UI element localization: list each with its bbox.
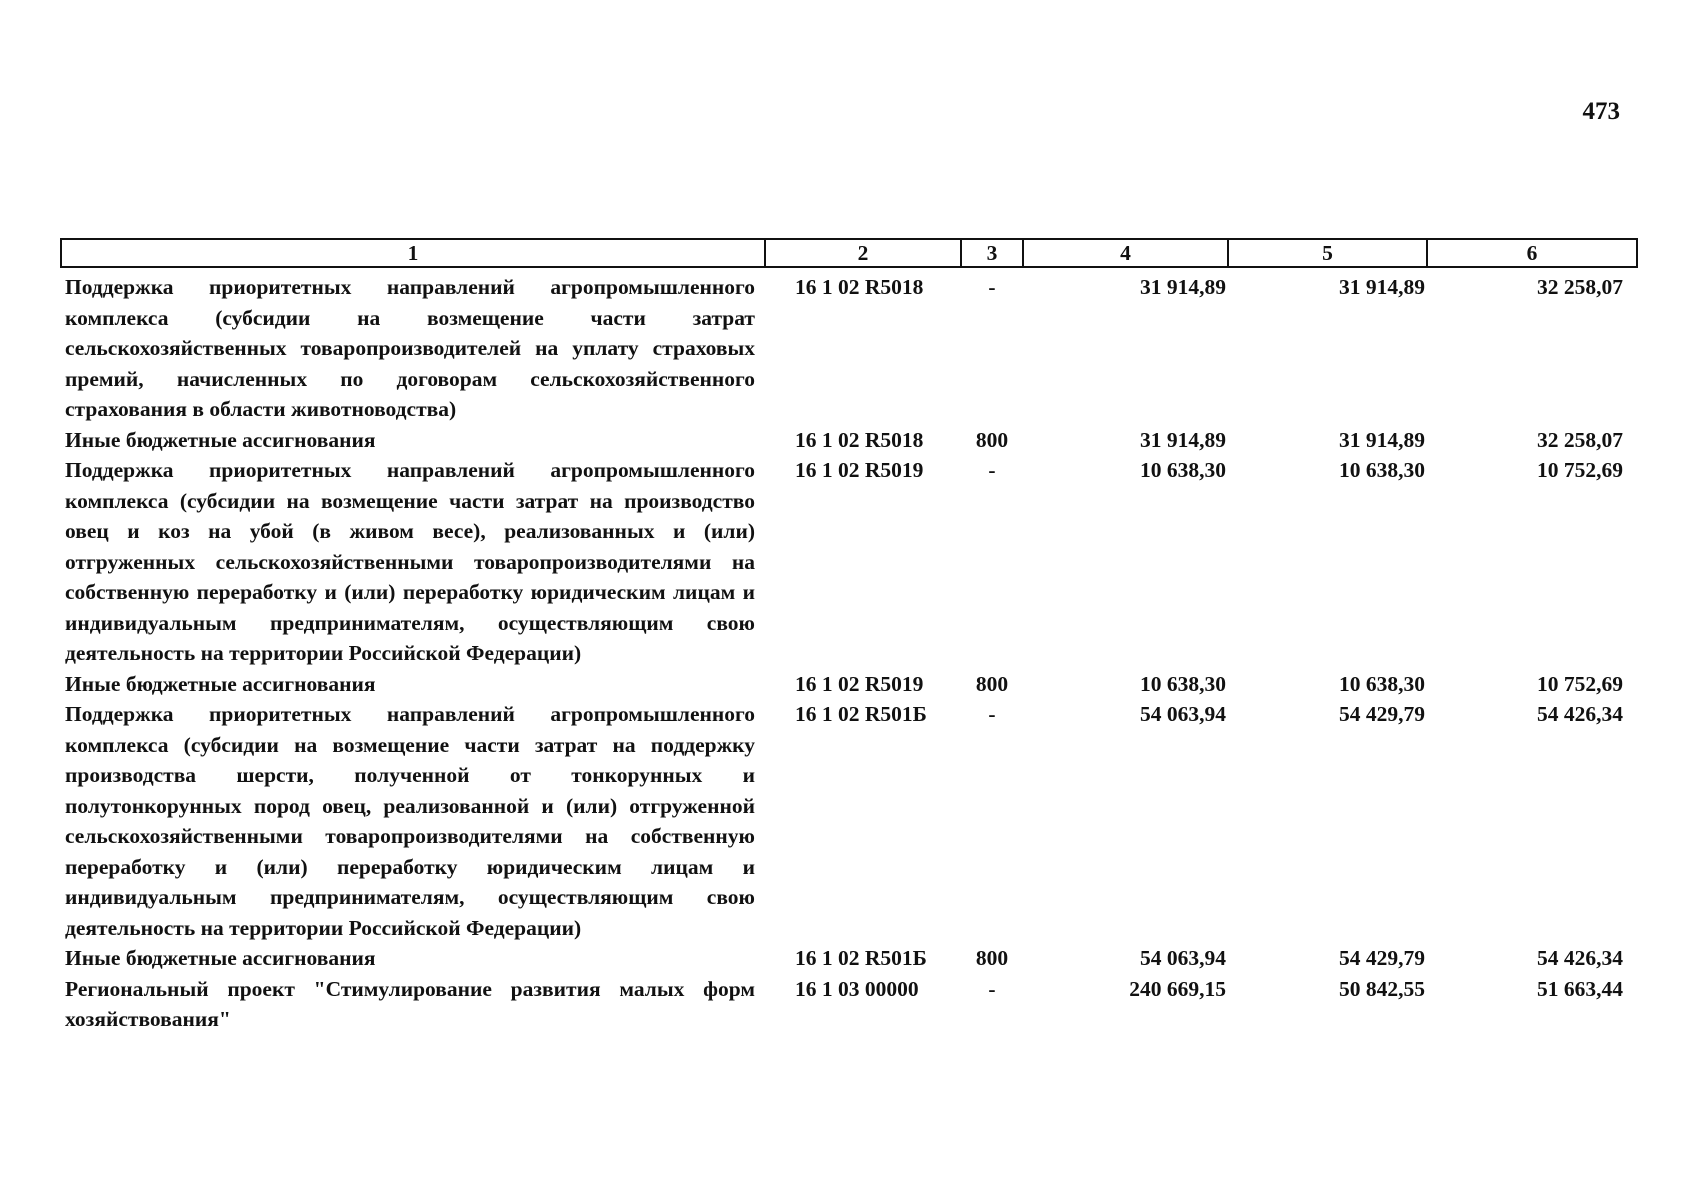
table-row [61, 425, 1637, 456]
row-code: 16 1 03 00000 [795, 976, 919, 1001]
row-value-3: 10 752,69 [1537, 671, 1623, 696]
row-value-1: 240 669,15 [1129, 976, 1226, 1001]
row-type: - [988, 702, 996, 726]
table-row [61, 943, 1637, 974]
row-name: Поддержка приоритетных направлений агропромышленного комплекса (субсидии на возмещение части затрат на производство овец и коз на убой (в живом весе), реализованных и (или) отгруженных сельскохозяйственными товаропроизводителями на собственную переработку и (или) переработку юридическим лицам и индивидуальным предпринимателям, осуществляющим свою деятельность на территории Российской Федерации) [65, 458, 755, 665]
row-value-2: 31 914,89 [1339, 427, 1425, 452]
row-name: Иные бюджетные ассигнования [65, 427, 376, 452]
table-row [61, 267, 1637, 425]
table-row [61, 974, 1637, 1035]
row-name: Поддержка приоритетных направлений агропромышленного комплекса (субсидии на возмещение части затрат на поддержку производства шерсти, полученной от тонкорунных и полутонкорунных пород овец, реализованной и (или) отгруженной сельскохозяйственными товаропроизводителями на собственную переработку и (или) переработку юридическим лицам и индивидуальным предпринимателям, осуществляющим свою деятельность на территории Российской Федерации) [65, 702, 755, 940]
row-type: - [988, 275, 996, 299]
row-name: Иные бюджетные ассигнования [65, 946, 376, 970]
row-type: 800 [975, 427, 1009, 452]
row-code: 16 1 02 R5018 [795, 275, 924, 299]
table-row [61, 455, 1637, 669]
row-value-3: 32 258,07 [1537, 427, 1623, 452]
row-type: - [988, 976, 996, 1001]
row-type: 800 [975, 671, 1009, 696]
row-value-2: 31 914,89 [1339, 275, 1425, 299]
row-value-3: 32 258,07 [1537, 275, 1623, 299]
column-header-4: 4 [1023, 239, 1228, 267]
row-type: - [988, 458, 996, 482]
column-header-3: 3 [961, 239, 1023, 267]
row-code: 16 1 02 R501Б [795, 946, 927, 970]
row-code: 16 1 02 R501Б [795, 702, 927, 726]
column-header-6: 6 [1427, 239, 1637, 267]
row-value-2: 10 638,30 [1339, 671, 1425, 696]
row-name: Региональный проект "Стимулирование развития малых форм хозяйствования" [65, 976, 755, 1031]
row-value-2: 50 842,55 [1339, 976, 1425, 1001]
row-value-3: 54 426,34 [1537, 946, 1623, 970]
row-value-3: 54 426,34 [1537, 702, 1623, 726]
row-code: 16 1 02 R5018 [795, 427, 924, 452]
table-row [61, 699, 1637, 943]
row-value-1: 10 638,30 [1140, 671, 1226, 696]
column-header-1: 1 [61, 239, 765, 267]
row-value-1: 54 063,94 [1140, 946, 1226, 970]
row-value-2: 54 429,79 [1339, 702, 1425, 726]
row-value-3: 51 663,44 [1537, 976, 1623, 1001]
row-type: 800 [975, 946, 1009, 970]
row-value-1: 31 914,89 [1140, 427, 1226, 452]
table-row [61, 669, 1637, 700]
page-number: 473 [1582, 98, 1620, 125]
row-name: Поддержка приоритетных направлений агропромышленного комплекса (субсидии на возмещение части затрат сельскохозяйственных товаропроизводителей на уплату страховых премий, начисленных по договорам сельскохозяйственного страхования в области животноводства) [65, 275, 755, 421]
row-value-1: 54 063,94 [1140, 702, 1226, 726]
row-value-1: 31 914,89 [1140, 275, 1226, 299]
column-header-5: 5 [1228, 239, 1427, 267]
row-code: 16 1 02 R5019 [795, 671, 924, 696]
row-value-2: 10 638,30 [1339, 458, 1425, 482]
table-header-row [61, 239, 1637, 267]
row-code: 16 1 02 R5019 [795, 458, 924, 482]
row-value-3: 10 752,69 [1537, 458, 1623, 482]
row-name: Иные бюджетные ассигнования [65, 671, 376, 696]
row-value-2: 54 429,79 [1339, 946, 1425, 970]
row-value-1: 10 638,30 [1140, 458, 1226, 482]
budget-table [60, 238, 1638, 1035]
column-header-2: 2 [765, 239, 961, 267]
